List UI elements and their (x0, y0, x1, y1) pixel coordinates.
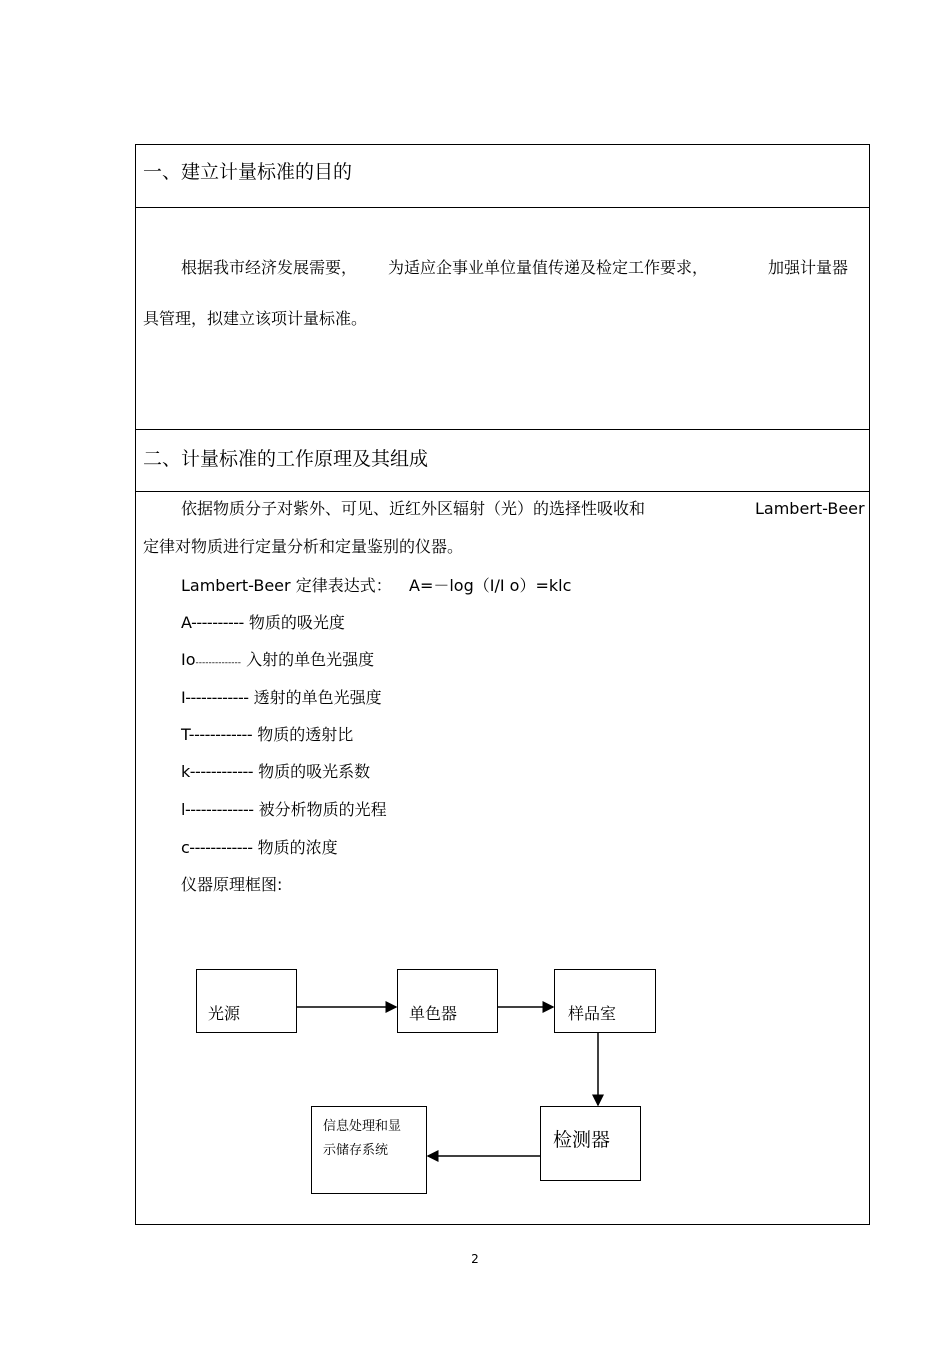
sample-chamber-label: 样品室 (568, 1004, 617, 1023)
form-table (135, 144, 870, 1225)
formula: A=－log（I/I o）=klc (409, 576, 572, 595)
definition-meaning: 物质的浓度 (257, 838, 338, 857)
row-divider (135, 429, 870, 430)
monochromator-label: 单色器 (409, 1004, 458, 1023)
definition-symbol: A---------- (181, 613, 244, 632)
definition-meaning: 物质的透射比 (257, 725, 354, 744)
processor-box (311, 1106, 427, 1194)
light-source-box (196, 969, 297, 1033)
definition-symbol: Io (181, 650, 196, 669)
definition-row (181, 725, 353, 745)
row-divider (135, 207, 870, 208)
light-source-label: 光源 (208, 1004, 241, 1023)
monochromator-box (397, 969, 498, 1033)
section2-intro-part-b: Lambert-Beer (755, 499, 865, 518)
definition-symbol: k------------ (181, 762, 254, 781)
section2-intro-part-a: 依据物质分子对紫外、可见、近红外区辐射（光）的选择性吸收和 (181, 499, 646, 518)
definition-row (181, 650, 374, 673)
definition-symbol: I------------ (181, 688, 249, 707)
formula-label: Lambert-Beer 定律表达式： (181, 576, 392, 595)
definition-symbol: c------------ (181, 838, 253, 857)
section1-title: 一、建立计量标准的目的 (143, 161, 353, 183)
definition-symbol: l------------- (181, 800, 254, 819)
definition-row (181, 688, 382, 708)
definition-meaning: 透射的单色光强度 (253, 688, 382, 707)
section1-body-part-c: 加强计量器 (768, 258, 849, 277)
section1-body-part-b: 为适应企事业单位量值传递及检定工作要求， (388, 258, 709, 277)
section1-body-part-a: 根据我市经济发展需要， (181, 258, 358, 277)
section2-title: 二、计量标准的工作原理及其组成 (143, 448, 429, 470)
sample-chamber-box (554, 969, 656, 1033)
definition-meaning: 物质的吸光度 (248, 613, 345, 632)
detector-box (540, 1106, 641, 1181)
definition-row (181, 613, 345, 633)
row-divider (135, 491, 870, 492)
definition-symbol: T------------ (181, 725, 253, 744)
diagram-caption: 仪器原理框图: (181, 875, 283, 894)
definition-meaning: 入射的单色光强度 (246, 650, 375, 669)
definition-meaning: 被分析物质的光程 (258, 800, 387, 819)
definition-meaning: 物质的吸光系数 (258, 762, 371, 781)
section2-intro-line2: 定律对物质进行定量分析和定量鉴别的仪器。 (143, 537, 464, 556)
definition-row (181, 800, 387, 820)
processor-label: 信息处理和显示储存系统 (323, 1119, 402, 1158)
page-number: 2 (471, 1252, 479, 1266)
definition-row (181, 838, 338, 858)
definition-row (181, 762, 370, 782)
definition-dashes: -------------- (195, 658, 241, 668)
section1-body-line2: 具管理，拟建立该项计量标准。 (143, 309, 368, 328)
detector-label: 检测器 (553, 1129, 611, 1151)
